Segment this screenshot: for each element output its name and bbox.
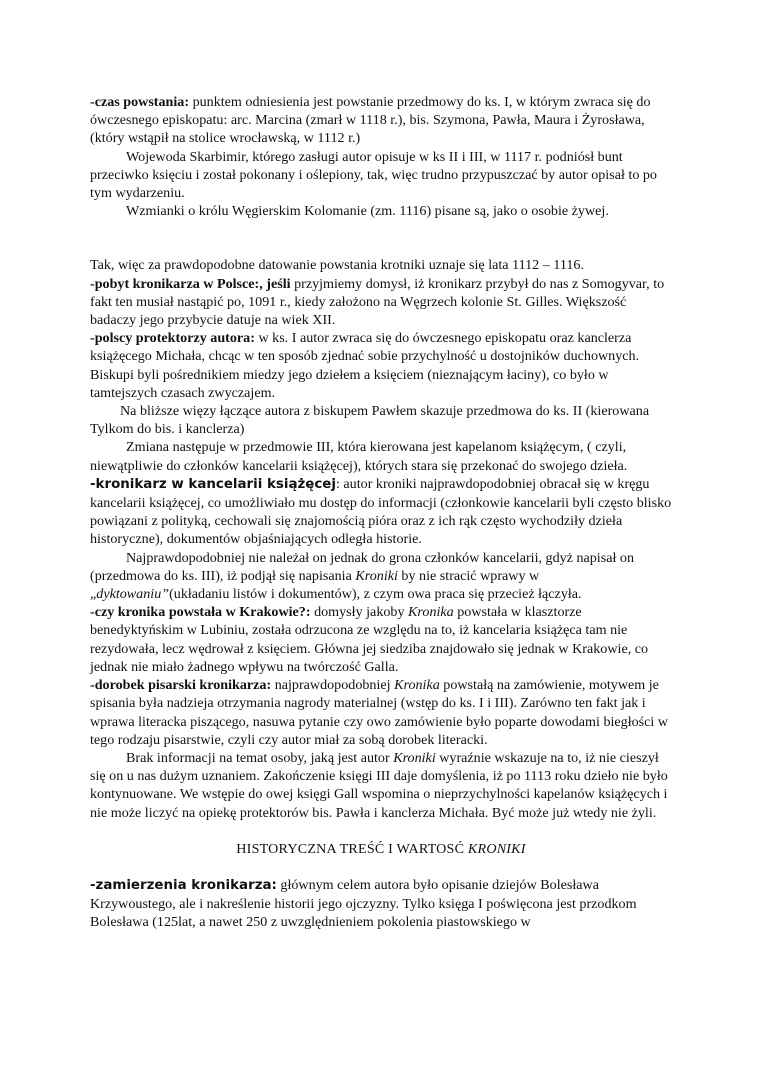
document-page xyxy=(90,93,672,932)
paragraph-koloman: Wzmianki o królu Węgierskim Kolomanie (zm. 1116) pisane są, jako o osobie żywej. xyxy=(126,203,609,220)
paragraph-dating-conclusion: Tak, więc za prawdopodobne datowanie powstania krotniki uznaje się lata 1112 – 1116. xyxy=(90,257,584,274)
paragraph-skarbimir: Wojewoda Skarbimir, którego zasługi autor opisuje w ks II i III, w 1117 r. podniósł bunt przeciwko księciu i został pokonany i oślepiony, tak, więc trudno przypuszczać by autor opisał to po tym wydarzeniu. xyxy=(90,148,657,202)
section-label: -pobyt kronikarza w Polsce:, jeśli xyxy=(90,275,291,292)
section-heading: HISTORYCZNA TREŚĆ I WARTOSĆ KRONIKI xyxy=(236,840,526,857)
paragraph-krakow: -czy kronika powstała w Krakowie?: domysły jakoby Kronika powstała w klasztorze benedyktyńskim w Lubiniu, została odrzucona ze względu na to, iż kancelaria książęca tam nie rezydowała, lecz wędrował z księciem. Główna jej siedziba znajdowało się jednak w Krakowie, co jednak nie miało żadnego wpływu na twórczość Galla. xyxy=(90,604,649,675)
paragraph-preface-three: Zmiana następuje w przedmowie III, która kierowana jest kapelanom książęcym, ( czyli, niewątpliwie do członków kancelarii książęcej), których stara się przekonać do swojego dzieła. xyxy=(90,439,628,474)
section-label: -polscy protektorzy autora: xyxy=(90,330,255,347)
section-label: -kronikarz w kancelarii książęcej xyxy=(90,476,336,492)
paragraph-lack-of-information: Brak informacji na temat osoby, jaką jest autor Kroniki wyraźnie wskazuje na to, iż nie cieszył się on u nas dużym uznaniem. Zakończenie księgi III daje domyślenia, iż po 1113 roku dzieło nie było kontynuowane. We wstępie do owej księgi Gall wspomina o nieprzychylności kapelanów książęcych i nie może liczyć na opiekę protektorów bis. Pawła i kanclerza Michała. Być może już wtedy nie żyli. xyxy=(90,749,668,821)
section-label: -zamierzenia kronikarza: xyxy=(90,877,277,893)
section-label: -czas powstania: xyxy=(90,94,190,110)
section-label: -dorobek pisarski kronikarza: xyxy=(90,677,272,694)
paragraph-polish-protectors: -polscy protektorzy autora: w ks. I autor zwraca się do ówczesnego episkopatu oraz kanclerza książęcego Michała, chcąc w ten sposób zjednać sobie przychylność u dostojników duchownych. Biskupi byli pośrednikiem miedzy jego dziełem a księciem (nieznającym łaciny), co było w tamtejszych czasach zwyczajem. xyxy=(90,330,640,401)
paragraph-bishop-pawel: Na bliższe więzy łączące autora z biskupem Pawłem skazuje przedmowa do ks. II (kierowana Tylkom do bis. i kanclerza) xyxy=(90,403,650,438)
paragraph-time-of-origin: -czas powstania: punktem odniesienia jest powstanie przedmowy do ks. I, w którym zwraca się do ówczesnego episkopatu: arc. Marcina (zmarł w 1118 r.), bis. Szymona, Pawła, Maura i Żyrosława, (który wstąpił na stolice wrocławską, w 1112 r.) xyxy=(90,94,651,147)
paragraph-chronicler-intentions: -zamierzenia kronikarza: głównym celem autora było opisanie dziejów Bolesława Krzywoustego, ale i nakreślenie historii jego ojczyzny. Tylko księga I poświęcona jest przodkom Bolesława (125lat, a nawet 250 z uwzględnieniem pokolenia piastowskiego w xyxy=(90,876,637,931)
paragraph-stay-in-poland: -pobyt kronikarza w Polsce:, jeśli przyjmiemy domysł, iż kronikarz przybył do nas z Somogyvar, to fakt ten musiał nastąpić po, 1091 r., kiedy założono na Węgrzech kolonie St. Gilles. Większość badaczy jego przybycie datuje na wiek XII. xyxy=(90,275,665,329)
paragraph-literary-output: -dorobek pisarski kronikarza: najprawdopodobniej Kronika powstałą na zamówienie, motywem je spisania była nadzieja otrzymania nagrody materialnej (wstęp do ks. I i III). Zarówno ten fakt jak i wprawa literacka piszącego, nasuwa pytanie czy owo zamówienie było poparte dowodami biegłości w tego rodzaju pisarstwie, czyli czy autor miał za sobą dorobek literacki. xyxy=(90,677,669,748)
paragraph-chancellery: -kronikarz w kancelarii książęcej: autor kroniki najprawdopodobniej obracał się w kręgu kancelarii książęcej, co umożliwiało mu dostęp do informacji (członkowie kancelarii byli często blisko powiązani z polityką, cechowali się znajomością pióra oraz z ich rąk często wychodziły dzieła historyczne), dokumentów objaśniających odległa historie. xyxy=(90,475,672,548)
paragraph-not-member: Najprawdopodobniej nie należał on jednak do grona członków kancelarii, gdyż napisał on (przedmowa do ks. III), iż podjął się napisania Kroniki by nie stracić wprawy w „dyktowaniu”(układaniu listów i dokumentów), z czym owa praca się przecież łączyła. xyxy=(90,549,634,603)
section-label: -czy kronika powstała w Krakowie?: xyxy=(90,604,311,621)
